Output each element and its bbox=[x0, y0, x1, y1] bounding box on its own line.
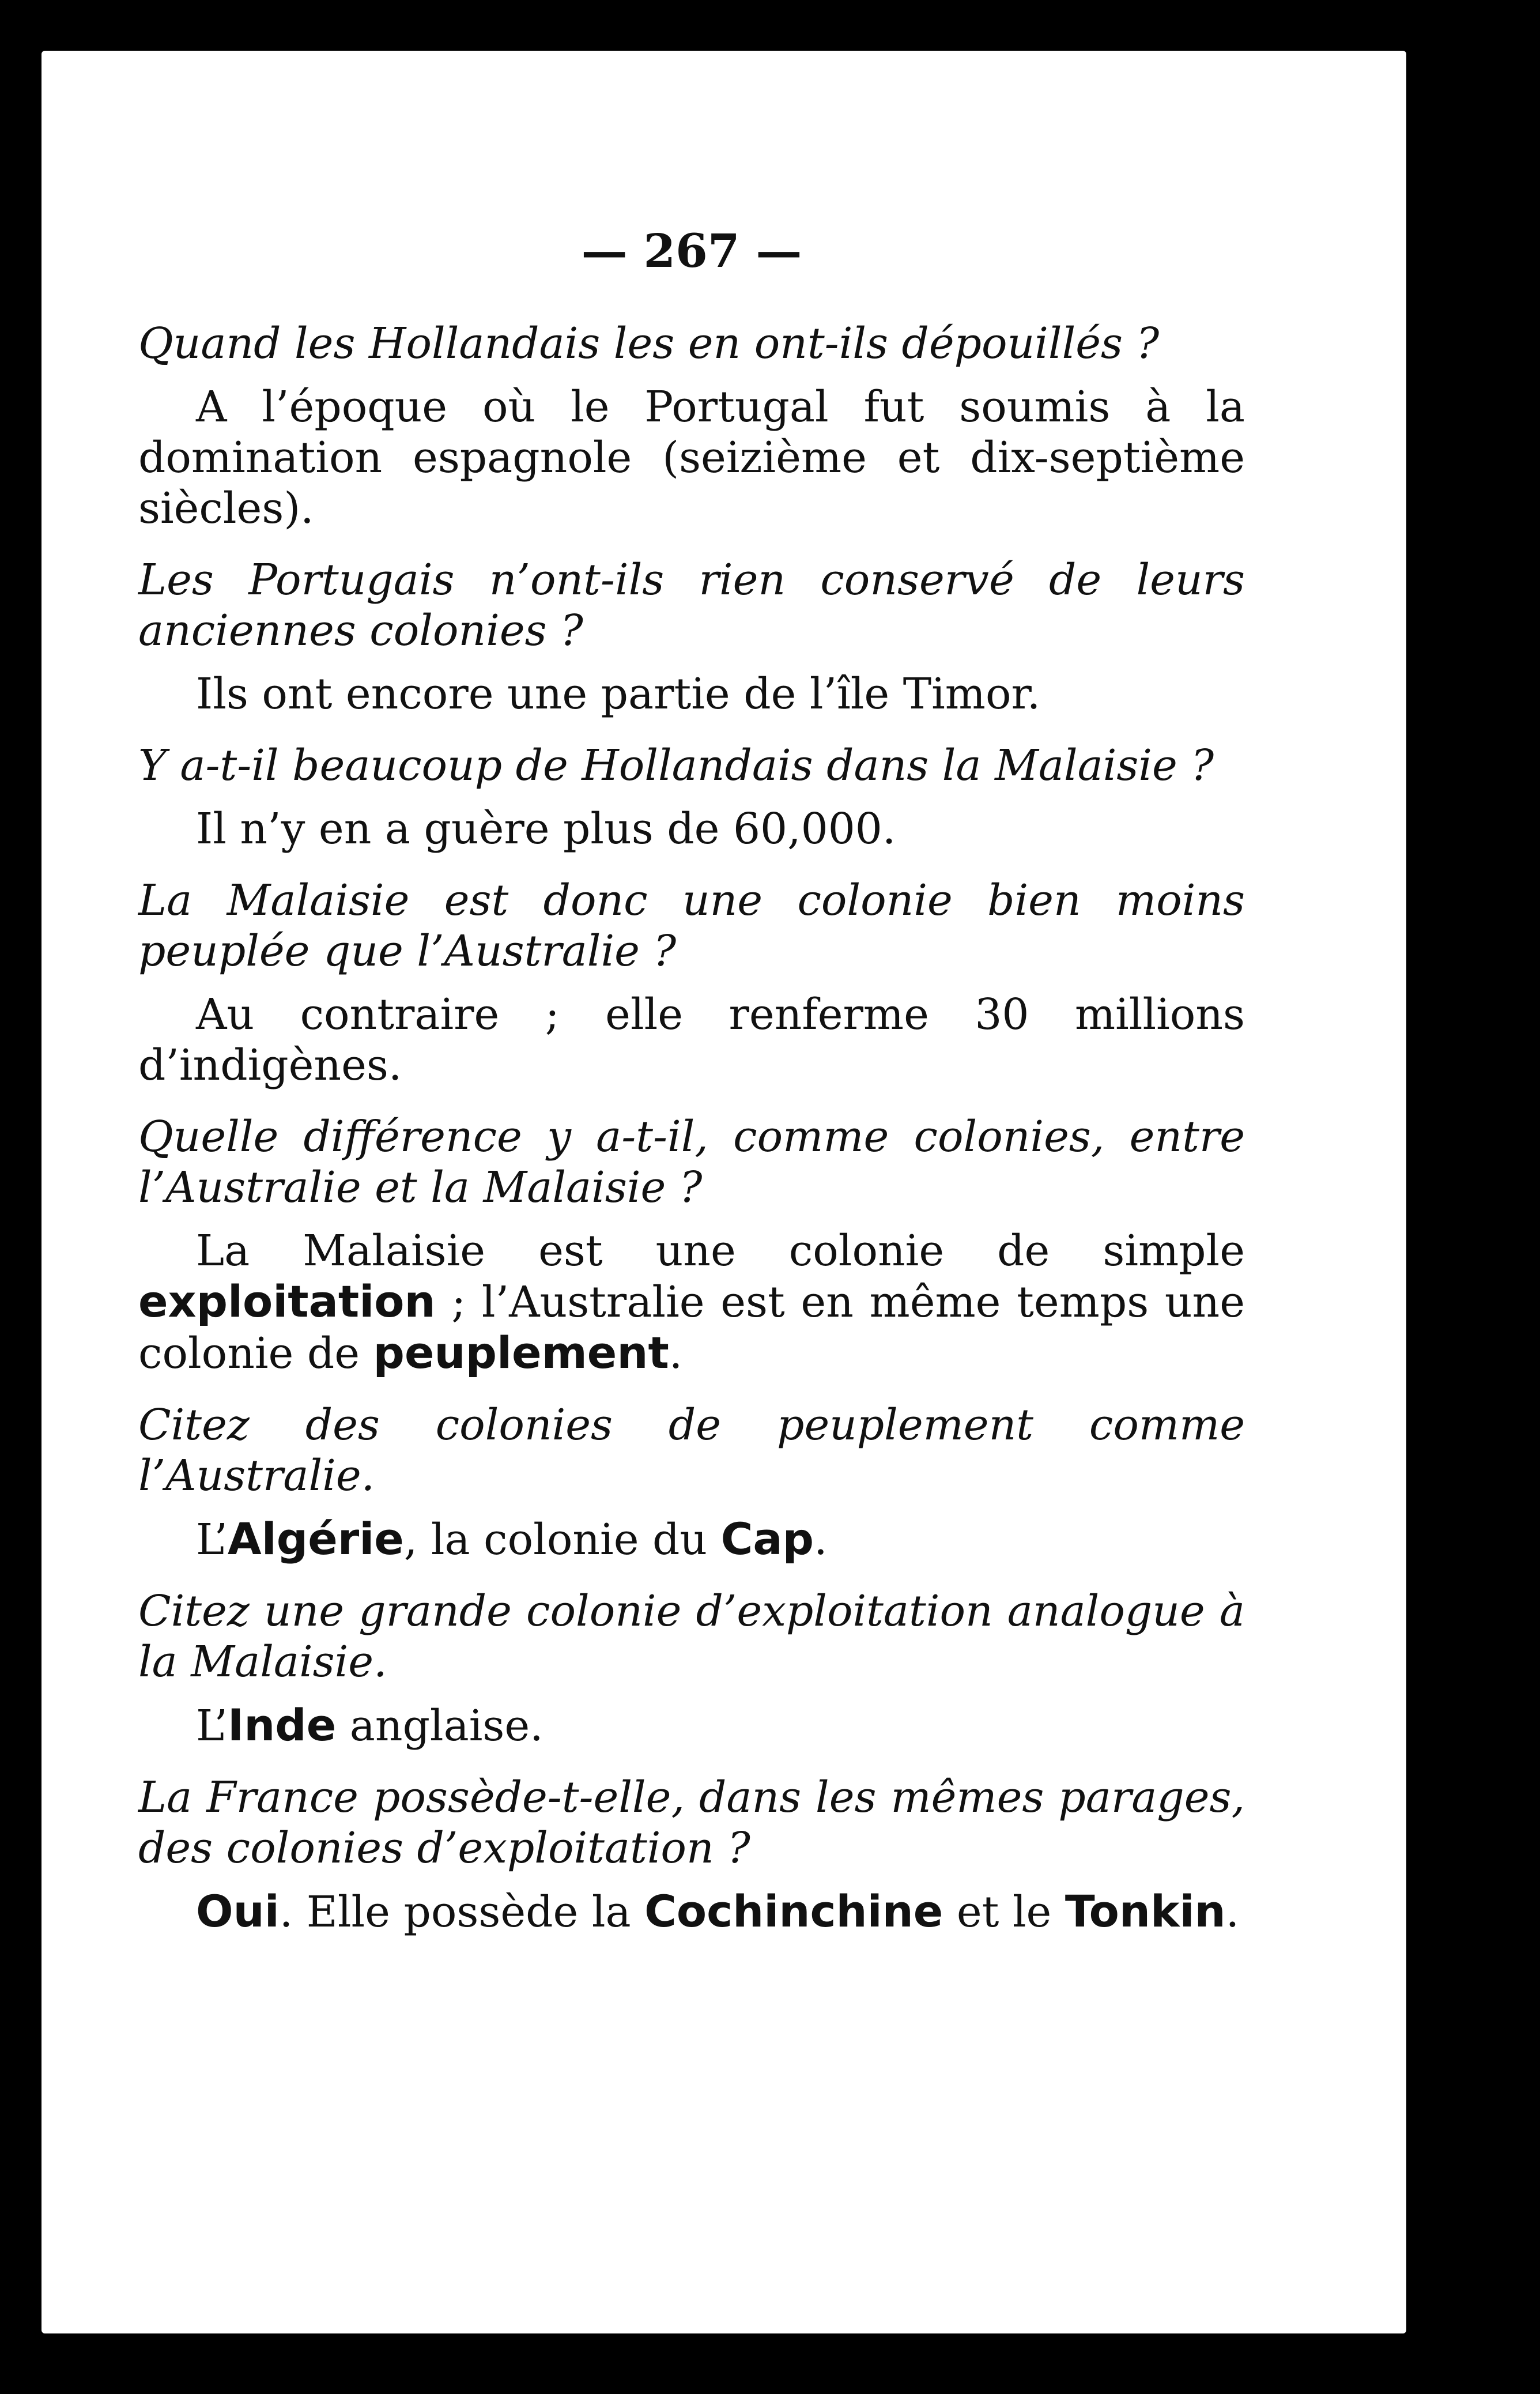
question: Quelle différence y a-t-il, comme colonies, entre l’Australie et la Malaisie ? bbox=[138, 1112, 1245, 1212]
answer bbox=[138, 804, 1245, 854]
question: Citez des colonies de peuplement comme l’Australie. bbox=[138, 1400, 1245, 1501]
answer bbox=[138, 669, 1245, 719]
answer bbox=[138, 382, 1245, 534]
bold-term: Cochinchine bbox=[644, 1886, 943, 1937]
question: La France possède-t-elle, dans les mêmes parages, des colonies d’exploitation ? bbox=[138, 1773, 1245, 1873]
question: Quand les Hollandais les en ont-ils dépouillés ? bbox=[138, 319, 1160, 368]
answer-text: . bbox=[814, 1515, 828, 1564]
answer-text: L’ bbox=[196, 1515, 228, 1564]
answer-text: . Elle possède la bbox=[279, 1887, 645, 1937]
answer bbox=[138, 1886, 1245, 1937]
answer-text: . bbox=[1225, 1887, 1240, 1937]
question: Les Portugais n’ont-ils rien conservé de leurs anciennes colonies ? bbox=[138, 555, 1245, 655]
answer bbox=[138, 1700, 1245, 1751]
qa-list bbox=[138, 318, 1245, 1937]
question: Citez une grande colonie d’exploitation analogue à la Malaisie. bbox=[138, 1586, 1245, 1687]
question: Y a-t-il beaucoup de Hollandais dans la Malaisie ? bbox=[138, 741, 1214, 790]
page-number: — 267 — bbox=[581, 224, 802, 278]
bold-term: Inde bbox=[227, 1699, 337, 1751]
bold-term: peuplement bbox=[373, 1327, 669, 1378]
answer-text: A l’époque où le Portugal fut soumis à la domination espagnole (seizième et dix-septième siècles). bbox=[138, 382, 1245, 533]
answer-text: Au contraire ; elle renferme 30 millions d’indigènes. bbox=[138, 990, 1245, 1090]
answer-text: La Malaisie est une colonie de simple bbox=[196, 1226, 1245, 1276]
book-page bbox=[41, 51, 1406, 2333]
answer-text: L’ bbox=[196, 1701, 228, 1751]
answer-text: . bbox=[669, 1329, 683, 1378]
answer bbox=[138, 989, 1245, 1091]
answer-text: ; l’Australie est en même temps une colonie de bbox=[138, 1277, 1245, 1378]
bold-term: Cap bbox=[720, 1513, 814, 1564]
answer-text: , la colonie du bbox=[403, 1515, 721, 1564]
answer-text: et le bbox=[943, 1887, 1065, 1937]
answer-text: anglaise. bbox=[336, 1701, 543, 1751]
bold-term: Algérie bbox=[227, 1513, 404, 1564]
answer-text: Il n’y en a guère plus de 60,000. bbox=[196, 804, 896, 854]
answer bbox=[138, 1514, 1245, 1565]
answer-text: Ils ont encore une partie de l’île Timor. bbox=[196, 669, 1041, 719]
page-text bbox=[138, 224, 1245, 1937]
answer bbox=[138, 1226, 1245, 1379]
question: La Malaisie est donc une colonie bien moins peuplée que l’Australie ? bbox=[138, 876, 1245, 976]
bold-term: Tonkin bbox=[1065, 1886, 1226, 1937]
bold-term: Oui bbox=[196, 1886, 280, 1937]
bold-term: exploitation bbox=[138, 1276, 436, 1327]
